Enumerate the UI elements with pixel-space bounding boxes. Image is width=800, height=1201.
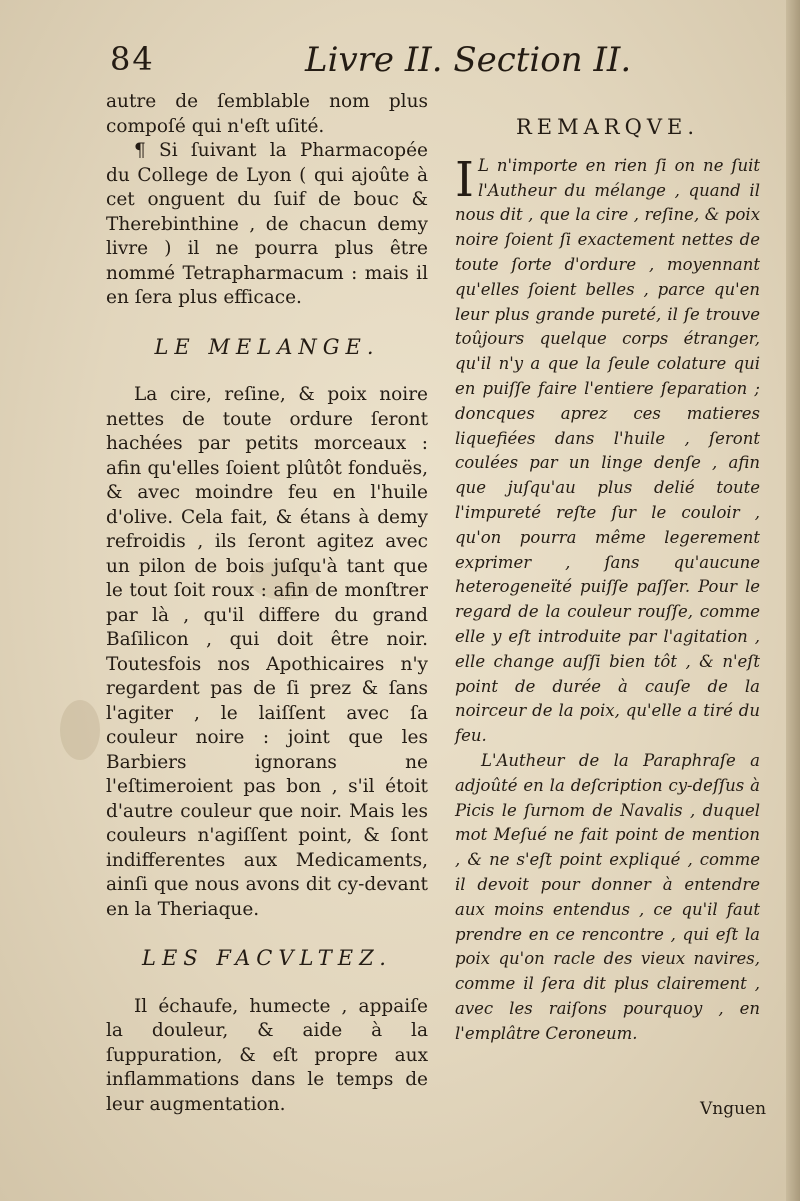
paragraph: L'Autheur de la Paraphraſe a adjoûté en la deſcription cy-deſſus à Picis le ſurnom de Navalis , duquel mot Meſué ne fait point de mention , & ne s'eſt point expliqué , comme il devoit pour donner à entendre aux moins entendus , ce qu'il faut prendre en ce rencontre , qui eſt la poix qu'on racle des vieux navires, comme il ſera dit plus clairement , avec les raiſons pourquoy , en l'emplâtre Ceroneum. bbox=[455, 750, 760, 1043]
paragraph: La cire, reſine, & poix noire nettes de toute ordure ſeront hachées par petits morceaux : afin qu'elles ſoient plûtôt fonduës, & avec moindre feu en l'huile d'olive. Cela fait, & étans à demy refroidis , ils ſeront agitez avec un pilon de bois juſqu'à tant que le tout ſoit roux : afin de monſtrer par là , qu'il differe du grand Baſilicon , qui doit être noir. Toutesfois nos Apothicaires n'y regardent pas de ſi prez & ſans l'agiter , le laiſſent avec ſa couleur noire : joint que les Barbiers ignorans ne l'eſtimeroient pas bon , s'il étoit d'autre couleur que noir. Mais les couleurs n'agiſſent point, & ſont indifferentes aux Medicaments, ainſi que nous avons dit cy-devant en la Theriaque. bbox=[106, 384, 428, 920]
paragraph: autre de ſemblable nom plus compoſé qui n'eſt uſité. bbox=[106, 91, 428, 137]
paragraph: ¶ Si ſuivant la Pharmacopée du College de Lyon ( qui ajoûte à cet onguent du ſuif de bouc & Therebinthine , de chacun demy livre ) il ne pourra plus être nommé Tetrapharmacum : mais il en ſera plus efficace. bbox=[106, 140, 428, 308]
section-heading-facultez: LES FACVLTEZ. bbox=[142, 946, 392, 970]
running-head: Livre II. Section II. bbox=[305, 40, 632, 80]
page-number: 84 bbox=[110, 40, 155, 78]
right-column bbox=[455, 115, 760, 1046]
remarque-heading: REMARQVE. bbox=[515, 115, 699, 139]
paragraph bbox=[455, 151, 760, 749]
paper-stain bbox=[60, 700, 100, 760]
paragraph-text: L n'importe en rien ſi on ne ſuit l'Autheur du mélange , quand il nous dit , que la cire , reſine, & poix noire ſoient ſi exactement nettes de toute ſorte d'ordure , moyennant qu'elles ſoient belles , parce qu'en leur plus grande pureté, il ſe trouve toûjours quelque corps étranger, qu'il n'y a que la ſeule colature qui en puiſſe faire l'entiere ſeparation ; doncques aprez ces matieres liquefiées dans l'huile , ſeront coulées par un linge denſe , afin que juſqu'au plus delié toute l'impureté reſte ſur le couloir , qu'on pourra même legerement exprimer , ſans qu'aucune heterogeneïté puiſſe paſſer. Pour le regard de la couleur rouſſe, comme elle y eſt introduite par l'agitation , elle change auſſi bien tôt , & n'eſt point de durée à cauſe de la noirceur de la poix, qu'elle a tiré du feu. bbox=[455, 155, 760, 746]
section-heading-melange: LE MELANGE. bbox=[154, 334, 380, 359]
page-edge bbox=[786, 0, 800, 1201]
left-column bbox=[106, 90, 428, 1117]
catchword: Vnguen bbox=[700, 1099, 767, 1119]
drop-cap: I bbox=[455, 151, 474, 208]
page-header bbox=[100, 38, 760, 88]
paragraph: Il échaufe, humecte , appaiſe la douleur, & aide à la ſuppuration, & eſt propre aux inflammations dans le temps de leur augmentation. bbox=[106, 995, 428, 1115]
